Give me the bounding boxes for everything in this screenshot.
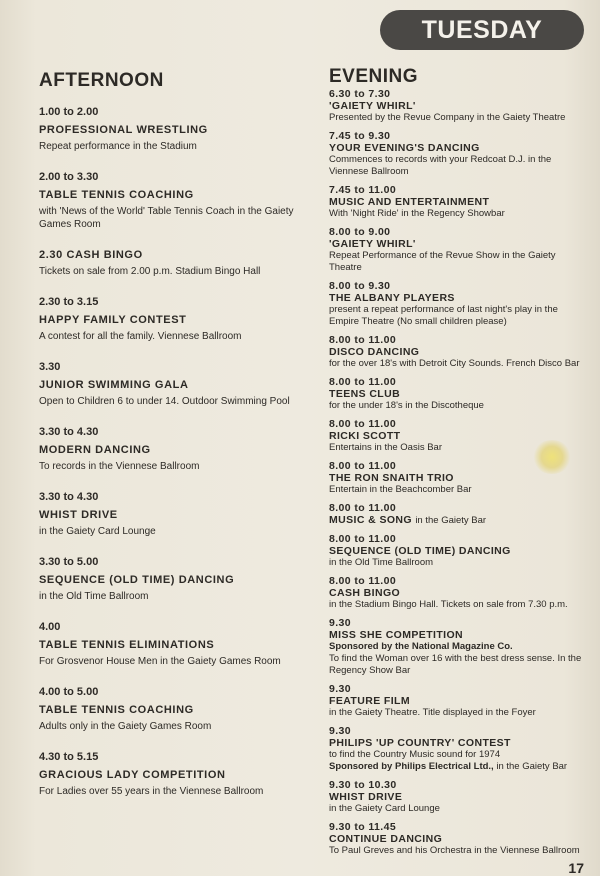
list-item (329, 334, 589, 370)
list-item (329, 280, 589, 328)
event-title: FEATURE FILM (329, 695, 411, 707)
event-description: Open to Children 6 to under 14. Outdoor Swimming Pool (39, 396, 290, 407)
list-item (329, 130, 589, 178)
day-tab: TUESDAY (380, 10, 584, 50)
event-description: Presented by the Revue Company in the Gaiety Theatre (329, 112, 566, 123)
event-title: YOUR EVENING'S DANCING (329, 142, 480, 154)
event-title: THE RON SNAITH TRIO (329, 472, 454, 484)
event-time: 9.30 (329, 617, 352, 629)
event-title: PHILIPS 'UP COUNTRY' CONTEST (329, 737, 511, 749)
event-time: 4.30 to 5.15 (39, 751, 99, 763)
event-time: 7.45 to 11.00 (329, 184, 397, 196)
event-title: 'GAIETY WHIRL' (329, 238, 416, 250)
event-time: 8.00 to 11.00 (329, 418, 397, 430)
afternoon-column (39, 70, 301, 815)
list-item (329, 779, 589, 815)
event-time: 8.00 to 11.00 (329, 575, 397, 587)
event-sponsor (329, 641, 589, 653)
list-item (329, 725, 589, 773)
event-description: To find the Woman over 16 with the best dress sense. In the Regency Show Bar (329, 653, 582, 676)
event-title: WHIST DRIVE (39, 509, 118, 521)
event-description: in the Stadium Bingo Hall. Tickets on sale from 7.30 p.m. (329, 599, 568, 610)
event-title: CASH BINGO (329, 587, 401, 599)
event-description: To Paul Greves and his Orchestra in the Viennese Ballroom (329, 845, 580, 856)
event-description: Commences to records with your Redcoat D.J. in the Viennese Ballroom (329, 154, 552, 177)
event-time: 8.00 to 11.00 (329, 334, 397, 346)
event-title: RICKI SCOTT (329, 430, 401, 442)
event-title: JUNIOR SWIMMING GALA (39, 379, 189, 391)
event-time: 8.00 to 11.00 (329, 460, 397, 472)
event-sponsor (329, 761, 589, 773)
event-time: 9.30 (329, 683, 352, 695)
event-title: TABLE TENNIS COACHING (39, 189, 194, 201)
event-title-suffix: in the Gaiety Bar (415, 515, 487, 526)
event-title: MISS SHE COMPETITION (329, 629, 464, 641)
list-item (329, 821, 589, 857)
event-title: PROFESSIONAL WRESTLING (39, 124, 208, 136)
list-item (39, 555, 301, 603)
event-time: 3.30 to 5.00 (39, 556, 99, 568)
event-description: With 'Night Ride' in the Regency Showbar (329, 208, 505, 219)
event-title: WHIST DRIVE (329, 791, 403, 803)
event-description: for the under 18's in the Discotheque (329, 400, 484, 411)
list-item (39, 170, 301, 231)
event-title: 2.30 CASH BINGO (39, 249, 143, 261)
event-time: 3.30 (39, 361, 61, 373)
event-time: 6.30 to 7.30 (329, 88, 391, 100)
event-title: DISCO DANCING (329, 346, 420, 358)
event-description: in the Gaiety Card Lounge (39, 526, 156, 537)
event-description: Adults only in the Gaiety Games Room (39, 721, 212, 732)
event-title: TABLE TENNIS COACHING (39, 704, 194, 716)
page-number: 17 (568, 860, 584, 876)
event-description: To records in the Viennese Ballroom (39, 461, 200, 472)
event-title: MODERN DANCING (39, 444, 151, 456)
list-item (39, 105, 301, 153)
event-description: to find the Country Music sound for 1974 (329, 749, 501, 760)
list-item (39, 750, 301, 798)
event-time: 4.00 to 5.00 (39, 686, 99, 698)
list-item (329, 184, 589, 220)
list-item (329, 575, 589, 611)
event-description: Repeat performance in the Stadium (39, 141, 197, 152)
event-title: TEENS CLUB (329, 388, 401, 400)
event-description: Entertains in the Oasis Bar (329, 442, 442, 453)
sponsor-text: Sponsored by Philips Electrical Ltd., (329, 761, 494, 772)
list-item (329, 617, 589, 677)
paper-stain (532, 440, 572, 474)
event-time: 9.30 to 11.45 (329, 821, 397, 833)
event-title (329, 514, 589, 527)
event-description: in the Old Time Ballroom (39, 591, 149, 602)
event-description: in the Gaiety Card Lounge (329, 803, 440, 814)
list-item (329, 533, 589, 569)
event-description: Entertain in the Beachcomber Bar (329, 484, 472, 495)
event-description: for the over 18's with Detroit City Sounds. French Disco Bar (329, 358, 580, 369)
event-time: 1.00 to 2.00 (39, 106, 99, 118)
event-time: 2.30 to 3.15 (39, 296, 99, 308)
event-time: 8.00 to 11.00 (329, 376, 397, 388)
event-title: SEQUENCE (OLD TIME) DANCING (329, 545, 511, 557)
event-time: 7.45 to 9.30 (329, 130, 391, 142)
event-title: CONTINUE DANCING (329, 833, 443, 845)
event-time: 3.30 to 4.30 (39, 426, 99, 438)
event-title: GRACIOUS LADY COMPETITION (39, 769, 226, 781)
event-description: For Grosvenor House Men in the Gaiety Games Room (39, 656, 281, 667)
sponsor-text: Sponsored by the National Magazine Co. (329, 641, 513, 652)
event-time: 8.00 to 9.30 (329, 280, 391, 292)
list-item (39, 490, 301, 538)
event-title: 'GAIETY WHIRL' (329, 100, 416, 112)
sponsor-tail: in the Gaiety Bar (493, 761, 568, 772)
evening-heading: EVENING (329, 66, 419, 87)
event-time: 9.30 to 10.30 (329, 779, 397, 791)
list-item (39, 425, 301, 473)
list-item (39, 360, 301, 408)
event-description: Repeat Performance of the Revue Show in the Gaiety Theatre (329, 250, 556, 273)
event-description: in the Old Time Ballroom (329, 557, 434, 568)
event-title: HAPPY FAMILY CONTEST (39, 314, 187, 326)
list-item (329, 376, 589, 412)
event-time: 8.00 to 11.00 (329, 533, 397, 545)
event-description: A contest for all the family. Viennese Ballroom (39, 331, 242, 342)
event-description: with 'News of the World' Table Tennis Coach in the Gaiety Games Room (39, 206, 294, 230)
event-description: in the Gaiety Theatre. Title displayed in the Foyer (329, 707, 536, 718)
event-title: TABLE TENNIS ELIMINATIONS (39, 639, 215, 651)
list-item (329, 683, 589, 719)
event-title-text: MUSIC & SONG (329, 514, 412, 526)
list-item (39, 248, 301, 278)
event-title: SEQUENCE (OLD TIME) DANCING (39, 574, 235, 586)
event-title: MUSIC AND ENTERTAINMENT (329, 196, 490, 208)
event-time: 8.00 to 11.00 (329, 502, 397, 514)
event-time: 4.00 (39, 621, 61, 633)
afternoon-heading: AFTERNOON (39, 70, 164, 91)
list-item (39, 295, 301, 343)
event-time: 9.30 (329, 725, 352, 737)
list-item (39, 620, 301, 668)
list-item (329, 88, 589, 124)
list-item (39, 685, 301, 733)
list-item (329, 502, 589, 527)
event-title: THE ALBANY PLAYERS (329, 292, 455, 304)
list-item (329, 226, 589, 274)
event-description: Tickets on sale from 2.00 p.m. Stadium Bingo Hall (39, 266, 261, 277)
event-description: present a repeat performance of last night's play in the Empire Theatre (No small children please) (329, 304, 558, 327)
event-time: 8.00 to 9.00 (329, 226, 391, 238)
event-time: 2.00 to 3.30 (39, 171, 99, 183)
event-description: For Ladies over 55 years in the Viennese Ballroom (39, 786, 264, 797)
event-time: 3.30 to 4.30 (39, 491, 99, 503)
